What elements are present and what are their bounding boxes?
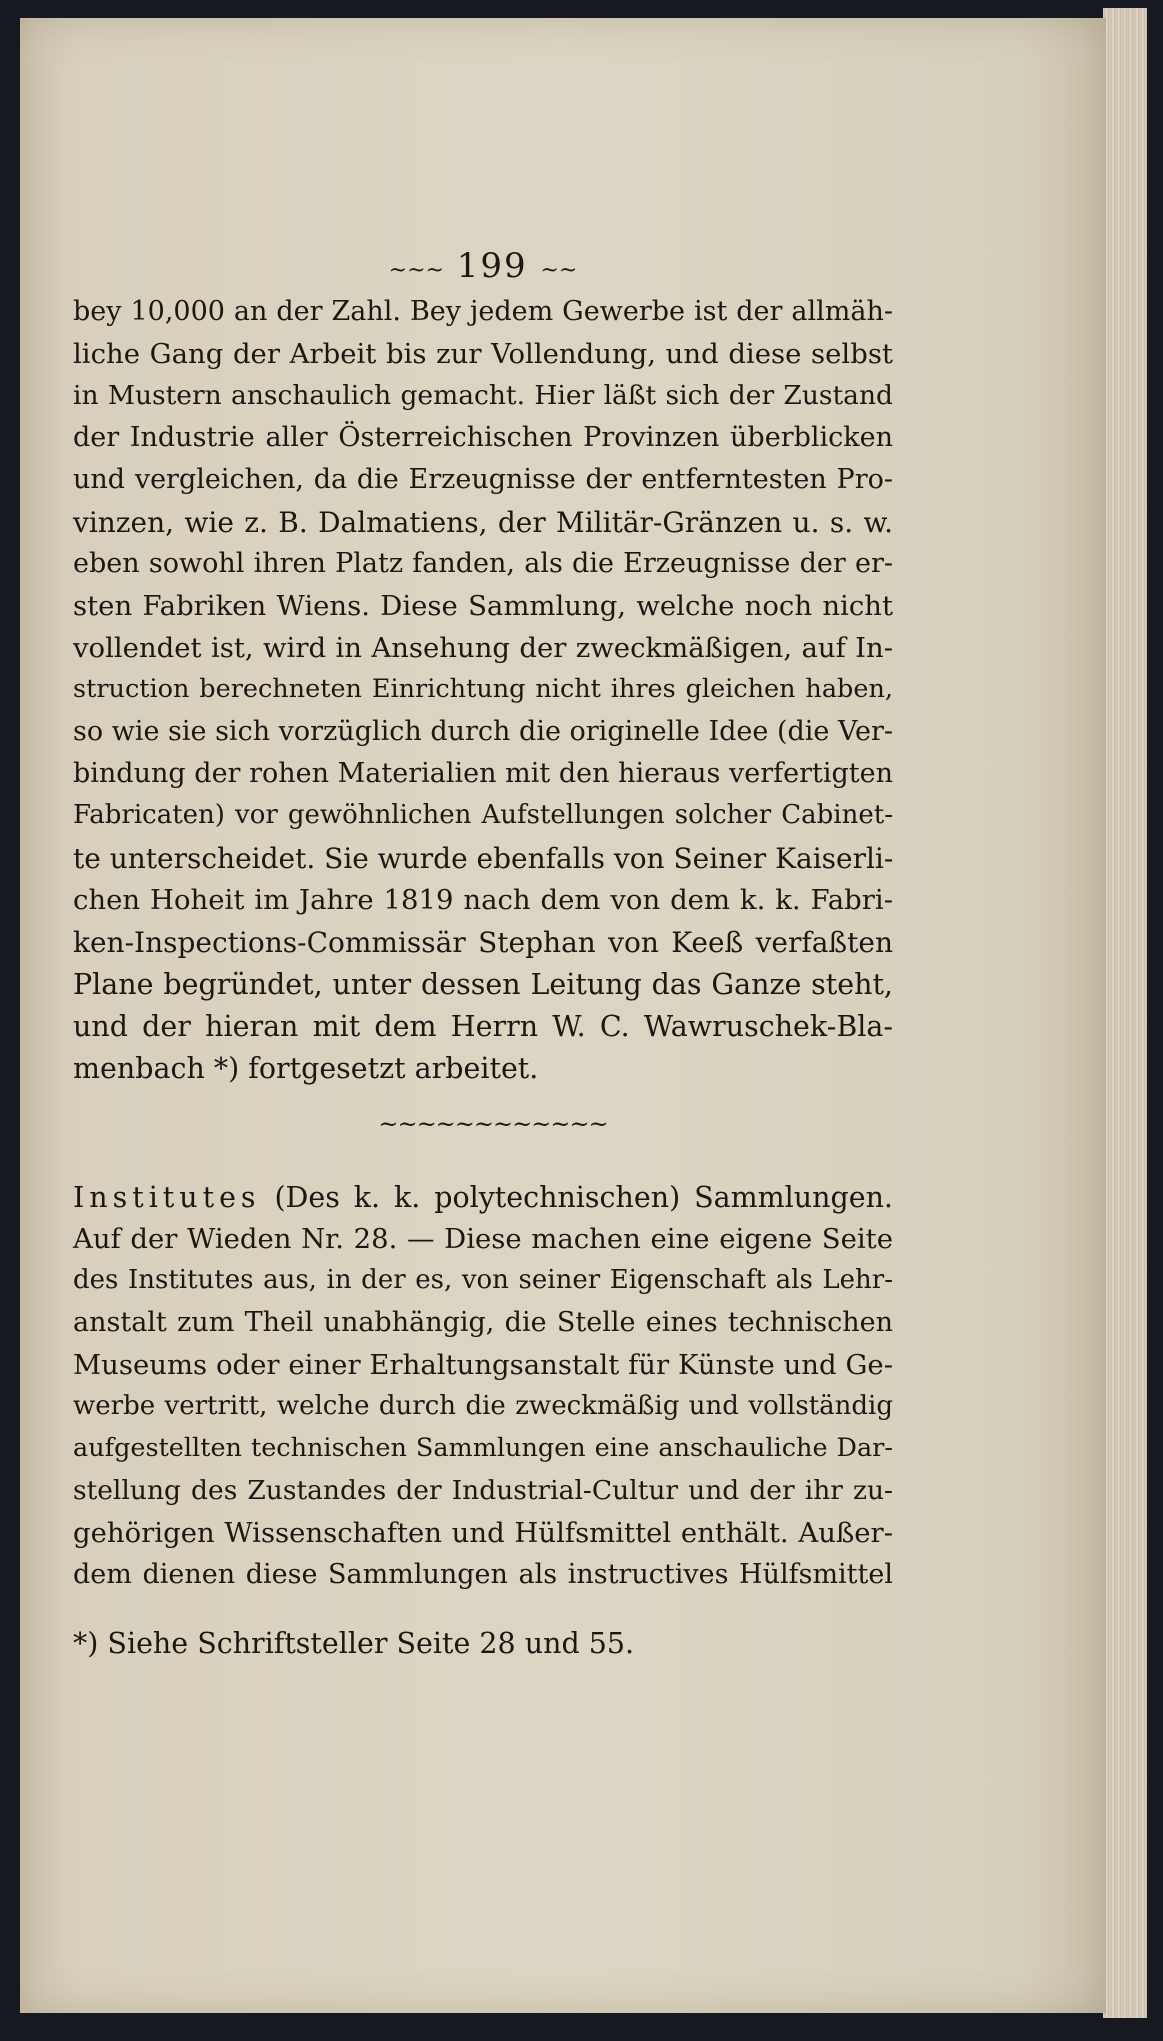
text-line: Fabricaten) vor gewöhnlichen Aufstellungen solcher Cabinet- xyxy=(73,800,893,830)
text-line: vinzen, wie z. B. Dalmatiens, der Militär-Gränzen u. s. w. xyxy=(73,506,893,539)
text-line: menbach *) fortgesetzt arbeitet. xyxy=(73,1052,539,1085)
text-line: te unterscheidet. Sie wurde ebenfalls von Seiner Kaiserli- xyxy=(73,842,894,875)
text-line: aufgestellten technischen Sammlungen eine anschauliche Dar- xyxy=(73,1433,893,1463)
text-line: in Mustern anschaulich gemacht. Hier läßt sich der Zustand xyxy=(73,380,893,411)
text-line: gehörigen Wissenschaften und Hülfsmittel enthält. Außer- xyxy=(73,1517,893,1549)
section-divider: ~~~~~~~~~~~~ xyxy=(378,1110,608,1138)
page-number: 199 xyxy=(456,246,528,286)
page-paper xyxy=(20,18,1106,2013)
text-line: bindung der rohen Materialien mit den hieraus verfertigten xyxy=(73,758,893,789)
text-line: liche Gang der Arbeit bis zur Vollendung, und diese selbst xyxy=(73,338,893,370)
text-line: ken-Inspections-Commissär Stephan von Keeß verfaßten xyxy=(73,926,893,959)
page-header xyxy=(73,246,893,286)
text-line: und der hieran mit dem Herrn W. C. Wawruschek-Bla- xyxy=(73,1010,893,1043)
header-ornament-right: ~~ xyxy=(540,258,578,283)
text-line: sten Fabriken Wiens. Diese Sammlung, welche noch nicht xyxy=(73,590,893,622)
text-line: Plane begründet, unter dessen Leitung das Ganze steht, xyxy=(73,968,893,1001)
text-line: Museums oder einer Erhaltungsanstalt für Künste und Ge- xyxy=(73,1349,893,1381)
text-line: anstalt zum Theil unabhängig, die Stelle eines technischen xyxy=(73,1307,893,1338)
text-line: der Industrie aller Österreichischen Provinzen überblicken xyxy=(73,422,893,453)
section-title-rest: (Des k. k. polytechnischen) Sammlungen. xyxy=(260,1181,893,1214)
text-line: und vergleichen, da die Erzeugnisse der entferntesten Pro- xyxy=(73,464,893,495)
text-line: stellung des Zustandes der Industrial-Cultur und der ihr zu- xyxy=(73,1475,893,1506)
text-line: chen Hoheit im Jahre 1819 nach dem von dem k. k. Fabri- xyxy=(73,884,893,916)
section-heading-line xyxy=(73,1181,893,1214)
text-line: eben sowohl ihren Platz fanden, als die Erzeugnisse der er- xyxy=(73,548,893,579)
text-line: bey 10,000 an der Zahl. Bey jedem Gewerbe ist der allmäh- xyxy=(73,296,893,327)
text-line: dem dienen diese Sammlungen als instructives Hülfsmittel xyxy=(73,1559,893,1590)
page-edges xyxy=(1103,8,1147,2018)
footnote: *) Siehe Schriftsteller Seite 28 und 55. xyxy=(73,1627,635,1660)
text-line: vollendet ist, wird in Ansehung der zweckmäßigen, auf In- xyxy=(73,632,893,664)
section-title-spaced: Institutes xyxy=(73,1181,261,1214)
text-line: werbe vertritt, welche durch die zweckmäßig und vollständig xyxy=(73,1391,893,1421)
header-ornament-left: ~~~ xyxy=(388,258,444,283)
text-line: Auf der Wieden Nr. 28. — Diese machen eine eigene Seite xyxy=(73,1223,893,1255)
text-line: des Institutes aus, in der es, von seiner Eigenschaft als Lehr- xyxy=(73,1265,893,1295)
text-line: so wie sie sich vorzüglich durch die originelle Idee (die Ver- xyxy=(73,716,893,747)
text-line: struction berechneten Einrichtung nicht ihres gleichen haben, xyxy=(73,674,893,704)
